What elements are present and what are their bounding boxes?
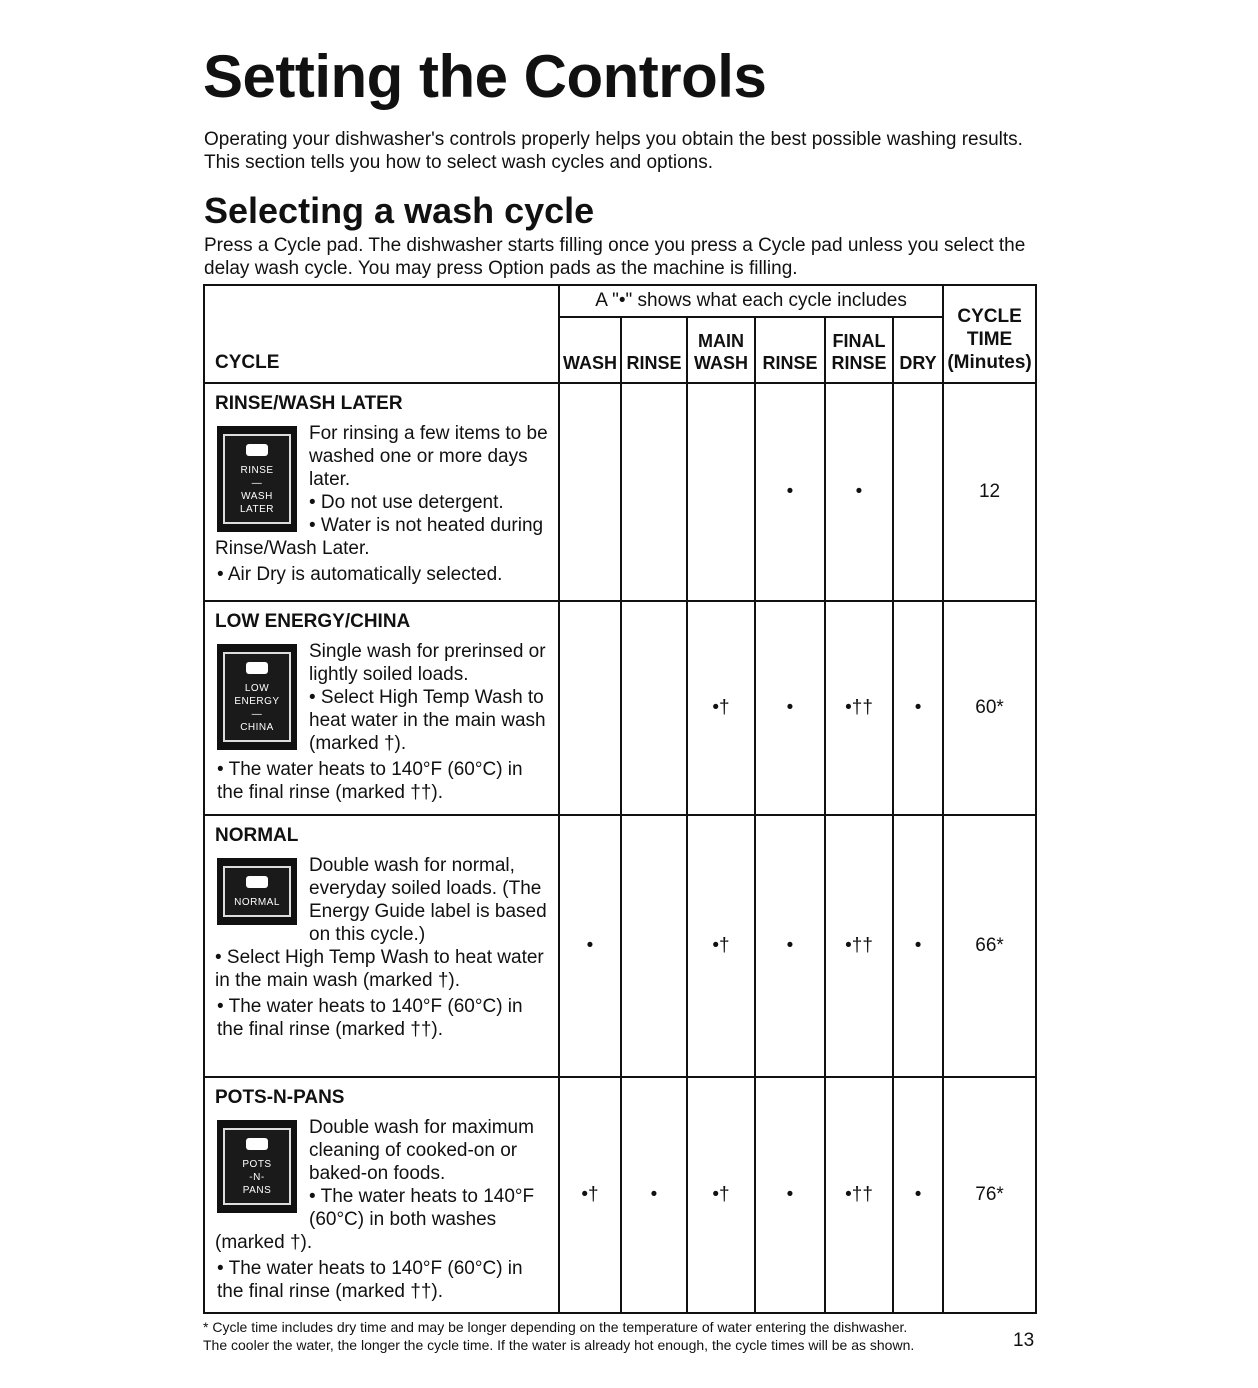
cycle-step-mark: •†† [825, 1077, 893, 1313]
column-header-line1 [756, 330, 824, 352]
cycle-time-header-unit: (Minutes) [947, 352, 1032, 373]
cycle-step-mark: • [755, 383, 825, 601]
pad-label: NORMAL [234, 897, 280, 908]
cycle-description: Single wash for prerinsed or lightly soiled loads. [309, 641, 546, 685]
cycle-pad-icon [217, 858, 297, 925]
section-intro: Press a Cycle pad. The dishwasher starts filling once you press a Cycle pad unless you select the delay wash cycle. You may press Option pads as the machine is filling. [204, 235, 1026, 279]
cycle-description: Double wash for maximum cleaning of cooked-on or baked-on foods. [309, 1117, 534, 1184]
cycle-pad-face [223, 434, 291, 524]
cycle-step-mark [621, 601, 687, 815]
cycle-pad-icon [217, 1120, 297, 1213]
cycle-step-mark [893, 383, 943, 601]
cycle-step-mark [687, 383, 755, 601]
pad-indicator-light-icon [246, 876, 268, 888]
cycle-time-header [943, 285, 1036, 383]
cycle-note: • The water heats to 140°F (60°C) in the final rinse (marked ††). [217, 759, 523, 803]
column-header [755, 317, 825, 383]
cycle-time: 66* [943, 815, 1036, 1077]
cycle-note: • The water heats to 140°F (60°C) in the final rinse (marked ††). [217, 1258, 523, 1302]
footnote [203, 1318, 1043, 1354]
pad-label: ENERGY [234, 696, 280, 707]
column-header-line2: RINSE [626, 353, 682, 373]
cycle-name: RINSE/WASH LATER [215, 393, 403, 414]
pad-indicator-light-icon [246, 662, 268, 674]
cycle-body [215, 854, 552, 992]
page-title: Setting the Controls [203, 43, 767, 110]
cycle-step-mark: •† [559, 1077, 621, 1313]
cycle-time: 60* [943, 601, 1036, 815]
cycle-step-mark: • [755, 815, 825, 1077]
pad-indicator-light-icon [246, 1138, 268, 1150]
cycle-name: LOW ENERGY/CHINA [215, 611, 411, 632]
cycle-step-mark: •† [687, 815, 755, 1077]
column-header-line2: RINSE [762, 353, 818, 373]
cycle-time-header-line2: TIME [966, 329, 1013, 350]
cycle-description: Double wash for normal, everyday soiled loads. (The Energy Guide label is based on this cycle.) [309, 855, 547, 945]
cycle-body [215, 422, 552, 560]
cycle-description: • Water is not heated during Rinse/Wash Later. [215, 515, 544, 559]
cycle-description-cell [204, 815, 559, 1077]
column-header [893, 317, 943, 383]
cycle-rows [204, 383, 1036, 1313]
section-title: Selecting a wash cycle [204, 190, 595, 231]
cycle-step-mark [559, 383, 621, 601]
cycle-pad-icon [217, 426, 297, 532]
table-caption: A "•" shows what each cycle includes [559, 285, 943, 317]
pad-label: -N- [249, 1172, 265, 1183]
column-header [687, 317, 755, 383]
column-header-line2: DRY [899, 353, 937, 373]
column-header-line2: RINSE [831, 353, 887, 373]
cycle-description: • Select High Temp Wash to heat water in the main wash (marked †). [215, 947, 544, 991]
cycle-step-mark: •† [687, 1077, 755, 1313]
cycle-step-mark [621, 815, 687, 1077]
pad-label: LATER [240, 504, 274, 515]
footnote-line-2: The cooler the water, the longer the cycle time. If the water is already hot enough, the cycle times will be as shown. [203, 1337, 915, 1353]
table-row [204, 383, 1036, 601]
column-header-line2: WASH [694, 353, 748, 373]
cycle-step-mark: • [893, 601, 943, 815]
column-header-line1: FINAL [832, 331, 886, 351]
pad-label: RINSE [240, 465, 274, 476]
cycle-note: • The water heats to 140°F (60°C) in the final rinse (marked ††). [217, 996, 523, 1040]
pad-label: — [251, 478, 263, 489]
cycle-pad-icon [217, 644, 297, 750]
cycle-body [215, 640, 552, 755]
table-row [204, 1077, 1036, 1313]
intro-paragraph: Operating your dishwasher's controls properly helps you obtain the best possible washing results. This section tells you how to select wash cycles and options. [204, 129, 1023, 173]
column-header-line1 [894, 330, 942, 352]
cycle-description-cell [204, 601, 559, 815]
column-header-line1 [560, 330, 620, 352]
pad-label: — [251, 709, 263, 720]
footnote-line-1: * Cycle time includes dry time and may be longer depending on the temperature of water entering the dishwasher. [203, 1319, 908, 1335]
column-header-line1 [622, 330, 686, 352]
column-header [825, 317, 893, 383]
cycle-step-mark [621, 383, 687, 601]
column-header-line2: WASH [563, 353, 617, 373]
page-number: 13 [1013, 1330, 1035, 1351]
cycle-step-mark: • [825, 383, 893, 601]
cycle-pad-face [223, 652, 291, 742]
cycle-time: 76* [943, 1077, 1036, 1313]
pad-label: PANS [242, 1185, 272, 1196]
cycle-step-mark: • [621, 1077, 687, 1313]
cycle-name: POTS-N-PANS [215, 1087, 345, 1108]
column-header [559, 317, 621, 383]
pad-label: POTS [242, 1159, 272, 1170]
cycle-time-header-line1: CYCLE [957, 306, 1022, 327]
column-header [621, 317, 687, 383]
cycle-step-mark: •†† [825, 601, 893, 815]
cycle-step-mark: • [559, 815, 621, 1077]
cycle-column-header: CYCLE [204, 285, 559, 383]
cycle-step-mark: • [755, 1077, 825, 1313]
cycle-step-mark: • [755, 601, 825, 815]
table-row [204, 815, 1036, 1077]
pad-label: WASH [241, 491, 273, 502]
cycle-description: For rinsing a few items to be washed one or more days later. [309, 423, 548, 490]
cycle-step-mark: •†† [825, 815, 893, 1077]
table-row [204, 601, 1036, 815]
cycle-description: • Do not use detergent. [309, 492, 504, 513]
pad-label: CHINA [240, 722, 274, 733]
cycle-description: • The water heats to 140°F (60°C) in both washes (marked †). [215, 1186, 535, 1253]
cycle-body [215, 1116, 552, 1254]
cycle-time: 12 [943, 383, 1036, 601]
cycle-step-mark: •† [687, 601, 755, 815]
pad-label: LOW [244, 683, 270, 694]
cycle-name: NORMAL [215, 825, 299, 846]
cycle-step-mark [559, 601, 621, 815]
cycle-pad-face [223, 866, 291, 917]
column-header-line1: MAIN [698, 331, 744, 351]
pad-indicator-light-icon [246, 444, 268, 456]
cycle-description-cell [204, 1077, 559, 1313]
cycle-note: • Air Dry is automatically selected. [217, 564, 503, 585]
cycle-description: • Select High Temp Wash to heat water in the main wash (marked †). [309, 687, 546, 754]
cycle-description-cell [204, 383, 559, 601]
cycle-pad-face [223, 1128, 291, 1205]
cycle-step-mark: • [893, 815, 943, 1077]
cycle-table [203, 284, 1037, 1314]
cycle-step-mark: • [893, 1077, 943, 1313]
